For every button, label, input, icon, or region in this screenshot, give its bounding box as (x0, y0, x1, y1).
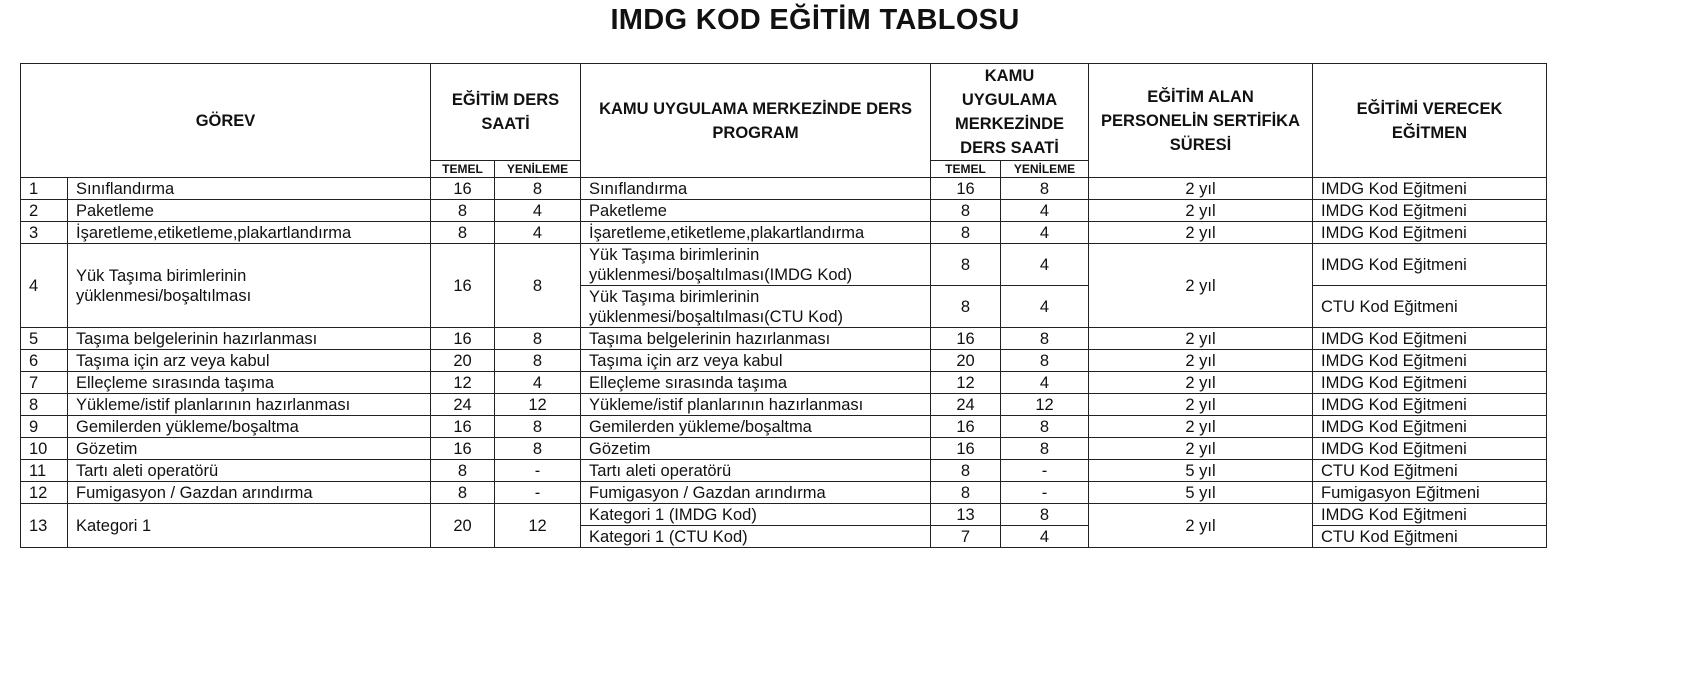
egitmen-cell: CTU Kod Eğitmeni (1313, 526, 1547, 548)
gorev-cell: Taşıma belgelerinin hazırlanması (68, 328, 431, 350)
program-cell: Yükleme/istif planlarının hazırlanması (581, 394, 931, 416)
gorev-cell: Kategori 1 (68, 504, 431, 548)
sertifika-suresi: 2 yıl (1089, 504, 1313, 548)
merkez-temel-hours: 13 (931, 504, 1001, 526)
merkez-temel-hours: 8 (931, 222, 1001, 244)
merkez-temel-hours: 16 (931, 328, 1001, 350)
sertifika-suresi: 2 yıl (1089, 244, 1313, 328)
table-row (21, 416, 1547, 438)
merkez-yenileme-hours: 4 (1001, 286, 1089, 328)
egitmen-cell: IMDG Kod Eğitmeni (1313, 416, 1547, 438)
sertifika-suresi: 2 yıl (1089, 200, 1313, 222)
temel-hours: 16 (431, 178, 495, 200)
sertifika-suresi: 2 yıl (1089, 222, 1313, 244)
merkez-yenileme-hours: 8 (1001, 328, 1089, 350)
page-title: IMDG KOD EĞİTİM TABLOSU (610, 4, 1020, 36)
merkez-yenileme-hours: 4 (1001, 200, 1089, 222)
temel-hours: 8 (431, 482, 495, 504)
row-number: 4 (21, 244, 68, 328)
header-yenileme: YENİLEME (495, 161, 581, 178)
temel-hours: 20 (431, 350, 495, 372)
merkez-yenileme-hours: 12 (1001, 394, 1089, 416)
program-cell: Yük Taşıma birimlerinin yüklenmesi/boşaltılması(CTU Kod) (581, 286, 931, 328)
yenileme-hours: 4 (495, 372, 581, 394)
merkez-temel-hours: 12 (931, 372, 1001, 394)
egitmen-cell: IMDG Kod Eğitmeni (1313, 328, 1547, 350)
yenileme-hours: - (495, 482, 581, 504)
sertifika-suresi: 2 yıl (1089, 350, 1313, 372)
gorev-cell: Gemilerden yükleme/boşaltma (68, 416, 431, 438)
header-sertifika-suresi: EĞİTİM ALAN PERSONELİN SERTİFİKA SÜRESİ (1089, 64, 1313, 178)
gorev-cell: Tartı aleti operatörü (68, 460, 431, 482)
yenileme-hours: 4 (495, 222, 581, 244)
gorev-cell: Sınıflandırma (68, 178, 431, 200)
merkez-temel-hours: 16 (931, 178, 1001, 200)
header-gorev: GÖREV (21, 64, 431, 178)
gorev-cell: Elleçleme sırasında taşıma (68, 372, 431, 394)
merkez-yenileme-hours: 4 (1001, 244, 1089, 286)
merkez-temel-hours: 8 (931, 244, 1001, 286)
yenileme-hours: 12 (495, 504, 581, 548)
egitmen-cell: IMDG Kod Eğitmeni (1313, 394, 1547, 416)
yenileme-hours: 8 (495, 438, 581, 460)
program-cell: Fumigasyon / Gazdan arındırma (581, 482, 931, 504)
row-number: 5 (21, 328, 68, 350)
merkez-yenileme-hours: 8 (1001, 178, 1089, 200)
header-merkez-yenileme: YENİLEME (1001, 161, 1089, 178)
merkez-yenileme-hours: 8 (1001, 416, 1089, 438)
table-row (21, 350, 1547, 372)
row-number: 10 (21, 438, 68, 460)
egitmen-cell: IMDG Kod Eğitmeni (1313, 350, 1547, 372)
table-body (21, 178, 1547, 548)
row-number: 6 (21, 350, 68, 372)
row-number: 8 (21, 394, 68, 416)
merkez-temel-hours: 8 (931, 200, 1001, 222)
program-cell: Gözetim (581, 438, 931, 460)
row-number: 3 (21, 222, 68, 244)
temel-hours: 16 (431, 244, 495, 328)
table-row (21, 200, 1547, 222)
merkez-yenileme-hours: 8 (1001, 438, 1089, 460)
yenileme-hours: 8 (495, 178, 581, 200)
egitmen-cell: CTU Kod Eğitmeni (1313, 286, 1547, 328)
merkez-temel-hours: 16 (931, 416, 1001, 438)
egitmen-cell: IMDG Kod Eğitmeni (1313, 504, 1547, 526)
egitmen-cell: IMDG Kod Eğitmeni (1313, 200, 1547, 222)
table-row (21, 244, 1547, 286)
egitmen-cell: IMDG Kod Eğitmeni (1313, 222, 1547, 244)
row-number: 2 (21, 200, 68, 222)
merkez-temel-hours: 20 (931, 350, 1001, 372)
temel-hours: 24 (431, 394, 495, 416)
sertifika-suresi: 5 yıl (1089, 460, 1313, 482)
row-number: 9 (21, 416, 68, 438)
egitmen-cell: IMDG Kod Eğitmeni (1313, 244, 1547, 286)
header-temel: TEMEL (431, 161, 495, 178)
merkez-yenileme-hours: 4 (1001, 372, 1089, 394)
yenileme-hours: 4 (495, 200, 581, 222)
table-row (21, 394, 1547, 416)
yenileme-hours: 12 (495, 394, 581, 416)
program-cell: İşaretleme,etiketleme,plakartlandırma (581, 222, 931, 244)
sertifika-suresi: 2 yıl (1089, 438, 1313, 460)
yenileme-hours: 8 (495, 416, 581, 438)
gorev-cell: Fumigasyon / Gazdan arındırma (68, 482, 431, 504)
gorev-cell: Yükleme/istif planlarının hazırlanması (68, 394, 431, 416)
program-cell: Gemilerden yükleme/boşaltma (581, 416, 931, 438)
sertifika-suresi: 2 yıl (1089, 372, 1313, 394)
header-program: KAMU UYGULAMA MERKEZİNDE DERS PROGRAM (581, 64, 931, 178)
table-row (21, 504, 1547, 526)
temel-hours: 16 (431, 416, 495, 438)
sertifika-suresi: 2 yıl (1089, 416, 1313, 438)
program-cell: Taşıma belgelerinin hazırlanması (581, 328, 931, 350)
row-number: 12 (21, 482, 68, 504)
merkez-yenileme-hours: 8 (1001, 504, 1089, 526)
yenileme-hours: - (495, 460, 581, 482)
temel-hours: 12 (431, 372, 495, 394)
program-cell: Elleçleme sırasında taşıma (581, 372, 931, 394)
egitmen-cell: Fumigasyon Eğitmeni (1313, 482, 1547, 504)
header-egitmen: EĞİTİMİ VERECEK EĞİTMEN (1313, 64, 1547, 178)
merkez-yenileme-hours: - (1001, 460, 1089, 482)
program-cell: Taşıma için arz veya kabul (581, 350, 931, 372)
program-cell: Tartı aleti operatörü (581, 460, 931, 482)
merkez-temel-hours: 8 (931, 286, 1001, 328)
gorev-cell: Taşıma için arz veya kabul (68, 350, 431, 372)
table-row (21, 438, 1547, 460)
header-egitim-ders-saati: EĞİTİM DERS SAATİ (431, 64, 581, 161)
program-cell: Sınıflandırma (581, 178, 931, 200)
sertifika-suresi: 2 yıl (1089, 178, 1313, 200)
temel-hours: 16 (431, 328, 495, 350)
program-cell: Yük Taşıma birimlerinin yüklenmesi/boşaltılması(IMDG Kod) (581, 244, 931, 286)
sertifika-suresi: 5 yıl (1089, 482, 1313, 504)
table-row (21, 222, 1547, 244)
row-number: 11 (21, 460, 68, 482)
merkez-temel-hours: 8 (931, 460, 1001, 482)
merkez-temel-hours: 8 (931, 482, 1001, 504)
gorev-cell: Yük Taşıma birimlerinin yüklenmesi/boşaltılması (68, 244, 431, 328)
program-cell: Kategori 1 (IMDG Kod) (581, 504, 931, 526)
temel-hours: 8 (431, 200, 495, 222)
merkez-yenileme-hours: 4 (1001, 526, 1089, 548)
table-row (21, 460, 1547, 482)
table-row (21, 372, 1547, 394)
program-cell: Paketleme (581, 200, 931, 222)
merkez-yenileme-hours: - (1001, 482, 1089, 504)
yenileme-hours: 8 (495, 350, 581, 372)
merkez-temel-hours: 24 (931, 394, 1001, 416)
row-number: 7 (21, 372, 68, 394)
merkez-yenileme-hours: 4 (1001, 222, 1089, 244)
temel-hours: 8 (431, 460, 495, 482)
program-cell: Kategori 1 (CTU Kod) (581, 526, 931, 548)
temel-hours: 8 (431, 222, 495, 244)
row-number: 13 (21, 504, 68, 548)
row-number: 1 (21, 178, 68, 200)
merkez-temel-hours: 7 (931, 526, 1001, 548)
yenileme-hours: 8 (495, 244, 581, 328)
table-row (21, 178, 1547, 200)
header-merkez-temel: TEMEL (931, 161, 1001, 178)
egitmen-cell: IMDG Kod Eğitmeni (1313, 372, 1547, 394)
egitmen-cell: IMDG Kod Eğitmeni (1313, 438, 1547, 460)
egitmen-cell: IMDG Kod Eğitmeni (1313, 178, 1547, 200)
temel-hours: 16 (431, 438, 495, 460)
sertifika-suresi: 2 yıl (1089, 394, 1313, 416)
gorev-cell: İşaretleme,etiketleme,plakartlandırma (68, 222, 431, 244)
gorev-cell: Gözetim (68, 438, 431, 460)
header-merkez-ders-saati: KAMU UYGULAMA MERKEZİNDE DERS SAATİ (931, 64, 1089, 161)
training-table (20, 63, 1547, 548)
table-row (21, 482, 1547, 504)
table-row (21, 328, 1547, 350)
yenileme-hours: 8 (495, 328, 581, 350)
sertifika-suresi: 2 yıl (1089, 328, 1313, 350)
gorev-cell: Paketleme (68, 200, 431, 222)
merkez-temel-hours: 16 (931, 438, 1001, 460)
temel-hours: 20 (431, 504, 495, 548)
egitmen-cell: CTU Kod Eğitmeni (1313, 460, 1547, 482)
merkez-yenileme-hours: 8 (1001, 350, 1089, 372)
